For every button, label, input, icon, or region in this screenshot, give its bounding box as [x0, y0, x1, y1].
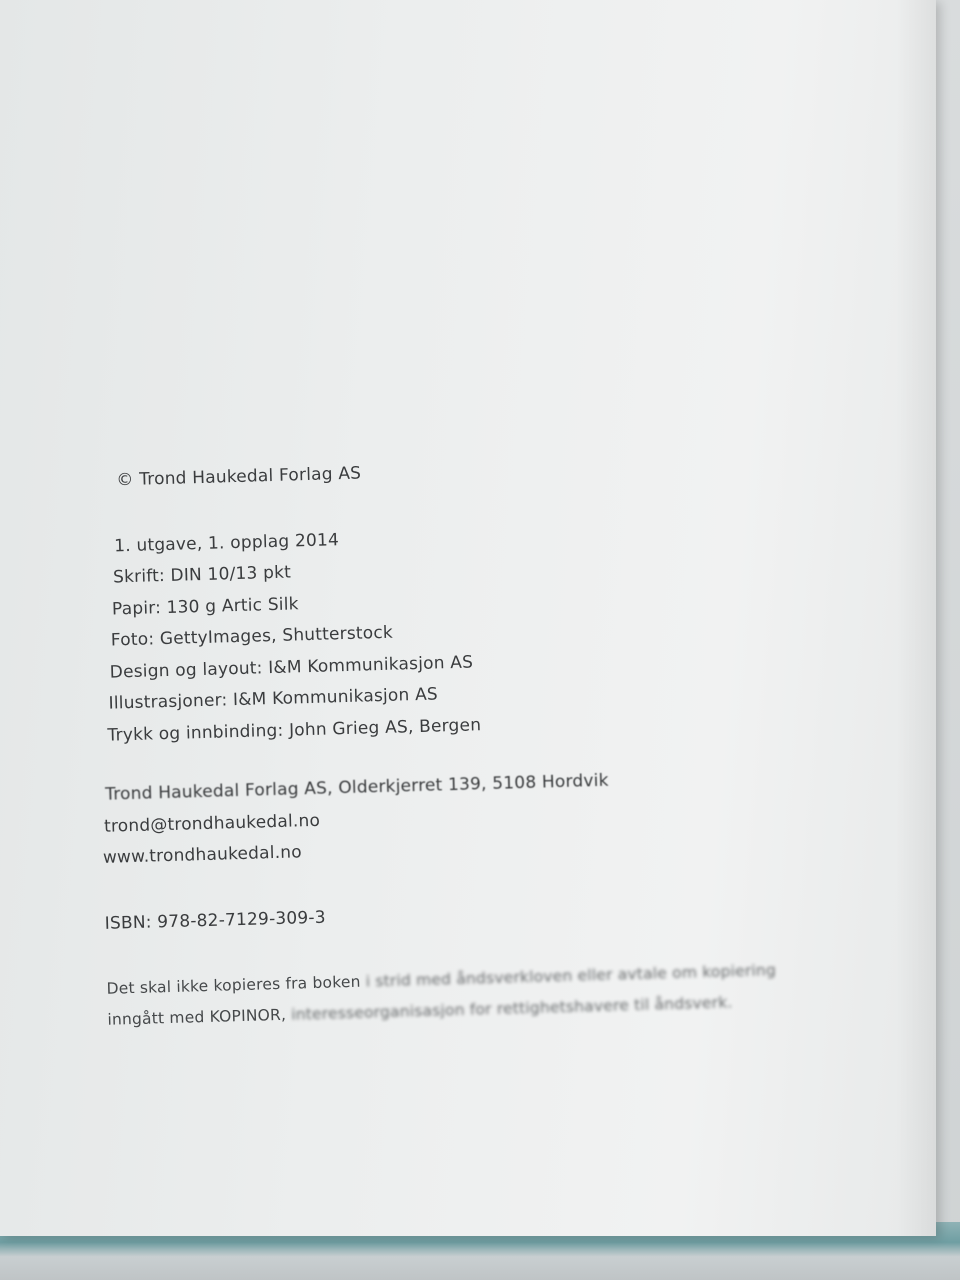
design-credit-line: Design og layout: I&M Kommunikasjon AS: [109, 651, 474, 683]
notice-line-2-clear: inngått med KOPINOR,: [107, 1005, 292, 1029]
publisher-website: www.trondhaukedal.no: [102, 842, 303, 868]
notice-line-1-blurred: i strid med åndsverkloven eller avtale om kopiering: [365, 961, 777, 991]
photo-credit-line: Foto: GettyImages, Shutterstock: [110, 622, 394, 651]
notice-line-2-blurred: interesseorganisasjon for rettighetshavere til åndsverk.: [290, 993, 733, 1024]
publisher-address: Trond Haukedal Forlag AS, Olderkjerret 139, 5108 Hordvik: [104, 770, 609, 805]
notice-line-1-clear: Det skal ikke kopieres fra boken: [106, 972, 366, 998]
edition-line: 1. utgave, 1. opplag 2014: [113, 529, 340, 556]
paper-line: Papir: 130 g Artic Silk: [111, 593, 299, 619]
font-line: Skrift: DIN 10/13 pkt: [112, 562, 292, 588]
imprint-text-block: [92, 443, 918, 1035]
publisher-email: trond@trondhaukedal.no: [103, 810, 321, 837]
printing-credit-line: Trykk og innbinding: John Grieg AS, Bergen: [107, 714, 482, 746]
illustration-credit-line: Illustrasjoner: I&M Kommunikasjon AS: [108, 684, 439, 714]
isbn-line: ISBN: 978-82-7129-309-3: [104, 907, 327, 934]
copyright-line: © Trond Haukedal Forlag AS: [116, 463, 362, 491]
